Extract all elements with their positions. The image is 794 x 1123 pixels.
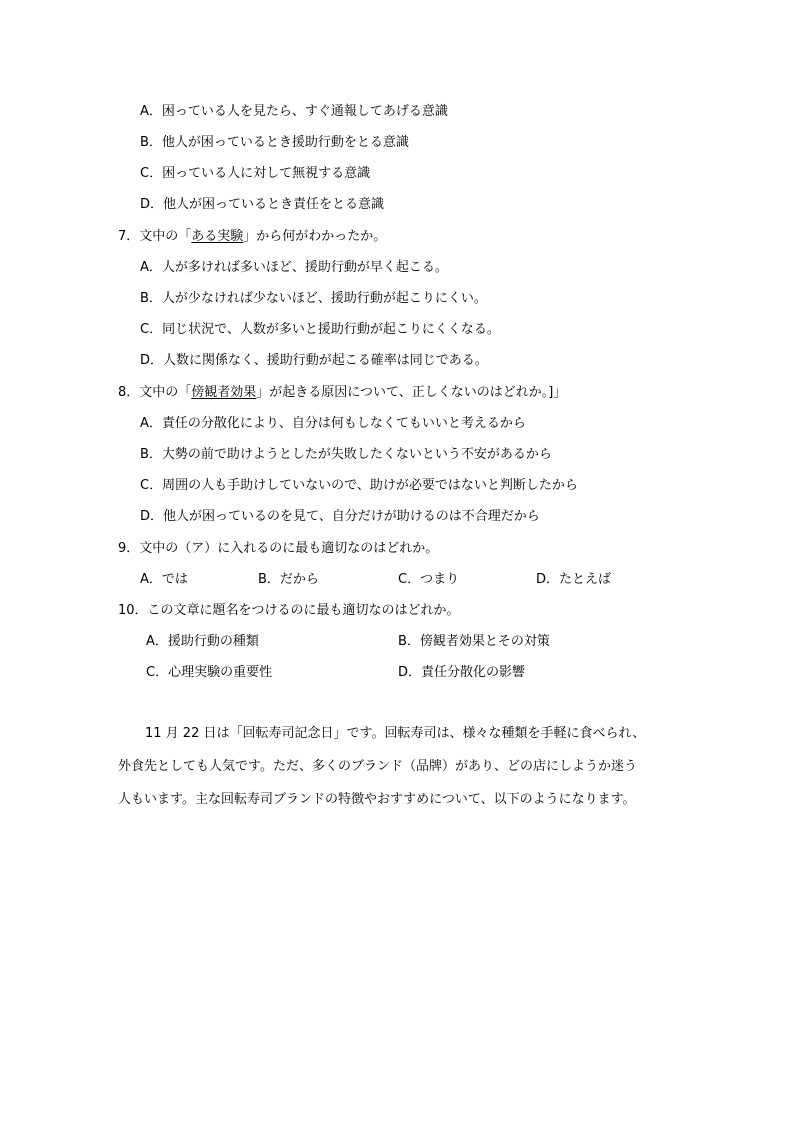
q9-option-d: D．たとえば [536,572,612,587]
q9-option-a: A．では [140,572,188,587]
q8-underlined-phrase: 傍観者効果 [191,385,257,400]
q6-option-c: C．困っている人に対して無視する意識 [140,166,371,181]
q10-option-d: D．責任分散化の影響 [398,665,526,680]
q10-option-b: B．傍観者効果とその対策 [398,634,550,649]
q9-option-c: C．つまり [398,572,460,587]
q7-option-d: D．人数に関係なく、援助行動が起こる確率は同じである。 [140,353,488,368]
q10-stem: 10．この文章に題名をつけるのに最も適切なのはどれか。 [118,603,460,618]
q8-stem-suffix: 」が起きる原因について、正しくないのはどれか。]」 [256,385,567,400]
q6-option-b: B．他人が困っているとき援助行動をとる意識 [140,135,409,150]
q7-stem-prefix: 7．文中の「 [118,229,192,244]
q6-option-d: D．他人が困っているとき責任をとる意識 [140,197,385,212]
q7-option-c: C．同じ状況で、人数が多いと援助行動が起こりにくくなる。 [140,322,500,337]
q8-option-a: A．責任の分散化により、自分は何もしなくてもいいと考えるから [140,416,526,431]
q7-option-a: A．人が多ければ多いほど、援助行動が早く起こる。 [140,260,448,275]
q8-option-d: D．他人が困っているのを見て、自分だけが助けるのは不合理だから [140,509,540,524]
q8-option-b: B．大勢の前で助けようとしたが失敗したくないという不安があるから [140,447,552,462]
q7-stem-suffix: 」から何がわかったか。 [243,229,387,244]
passage-line-1: 11 月 22 日は「回転寿司記念日」です。回転寿司は、様々な種類を手軽に食べられ、 [145,726,646,741]
q8-option-c: C．周囲の人も手助けしていないので、助けが必要ではないと判断したから [140,478,578,493]
q7-option-b: B．人が少なければ少ないほど、援助行動が起こりにくい。 [140,291,487,306]
passage-line-2: 外食先としても人気です。ただ、多くのブランド（品牌）があり、どの店にしようか迷う [118,759,637,774]
passage-line-3: 人もいます。主な回転寿司ブランドの特徴やおすすめについて、以下のようになります。 [118,792,636,807]
q7-stem [118,229,386,245]
q8-stem [118,385,566,401]
q10-option-a: A．援助行動の種類 [146,634,259,649]
q9-option-b: B．だから [258,572,319,587]
q6-option-a: A．困っている人を見たら、すぐ通報してあげる意識 [140,104,448,119]
q7-underlined-phrase: ある実験 [191,229,244,244]
q8-stem-prefix: 8．文中の「 [118,385,192,400]
q10-option-c: C．心理実験の重要性 [146,665,273,680]
q9-stem: 9．文中の（ア）に入れるのに最も適切なのはどれか。 [118,541,439,556]
